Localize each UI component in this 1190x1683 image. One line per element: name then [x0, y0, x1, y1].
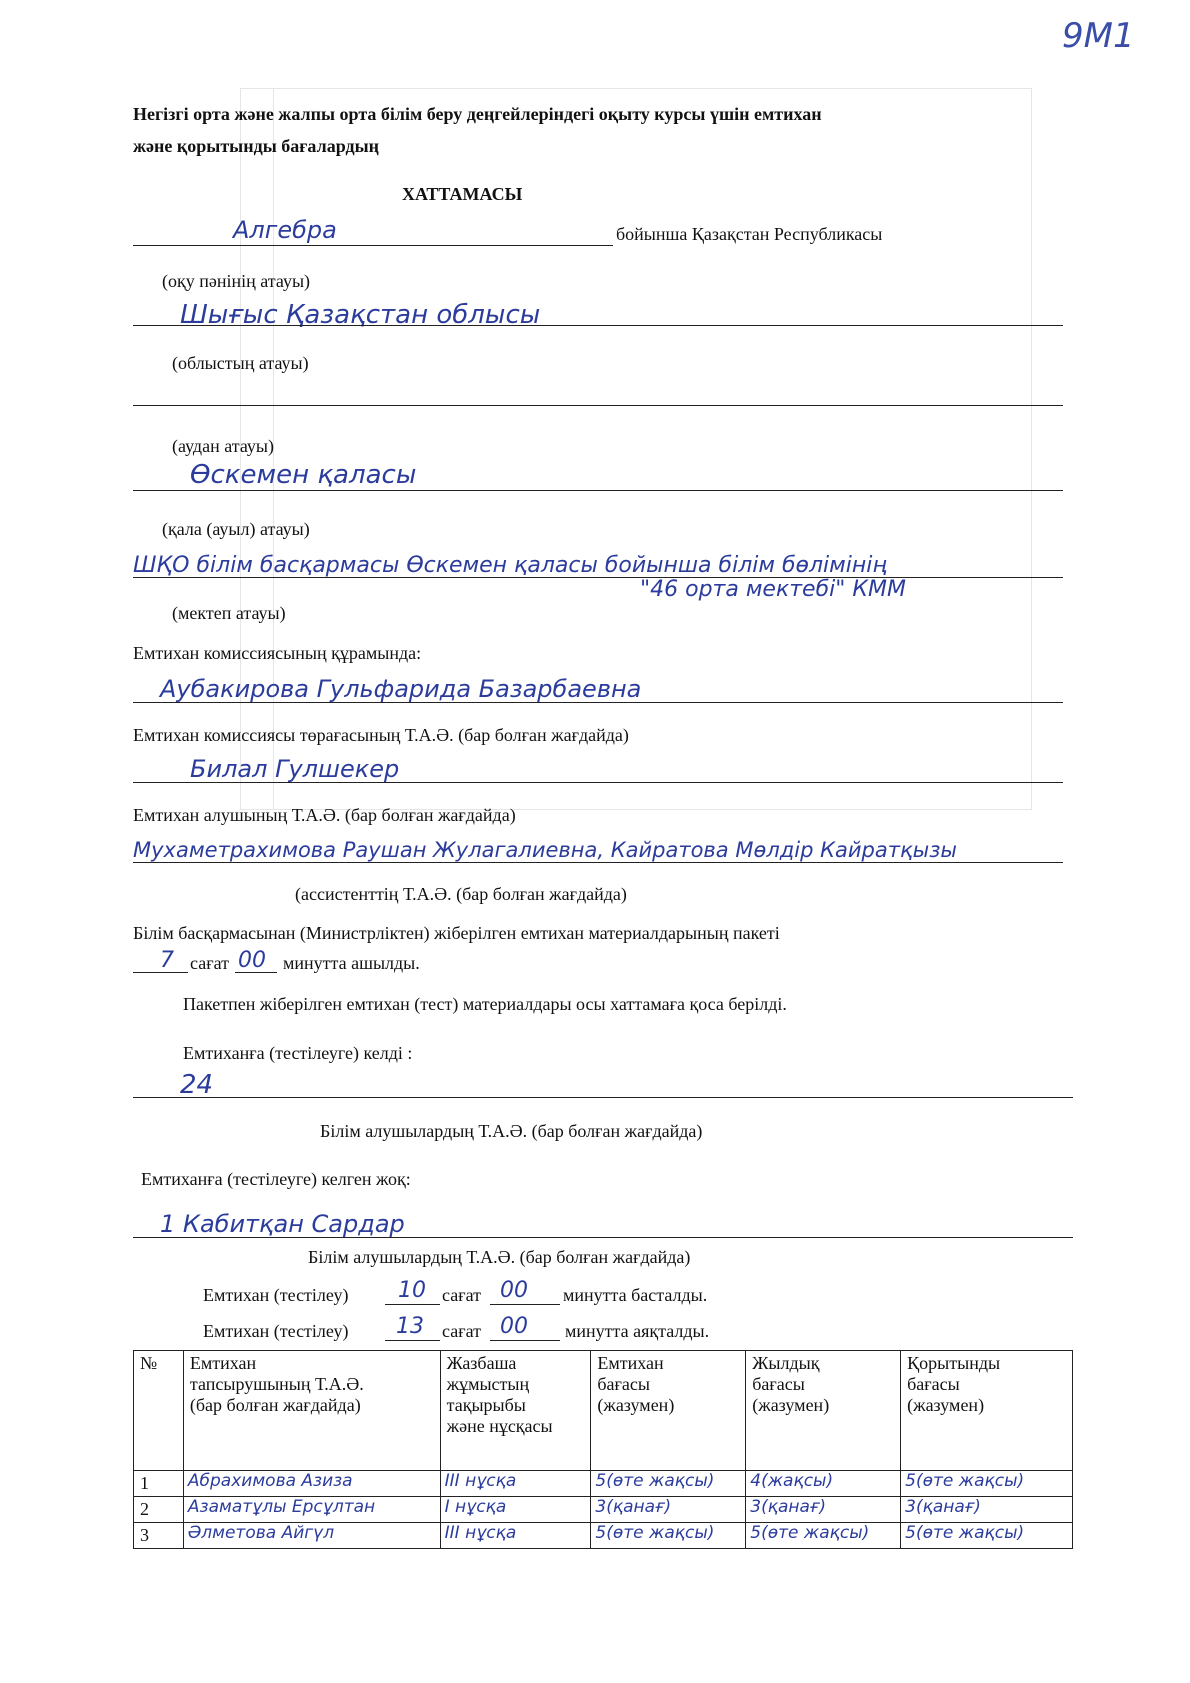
package-minute-line [235, 972, 277, 973]
district-label: (аудан атауы) [172, 436, 274, 456]
subject-label: (оқу пәнінің атауы) [162, 271, 311, 291]
package-attached-text: Пакетпен жіберілген емтихан (тест) материалдары осы хаттамаға қоса берілді. [183, 994, 787, 1014]
absent-line [133, 1237, 1073, 1238]
table-row [134, 1471, 1073, 1497]
chair-label: Емтихан комиссиясы төрағасының Т.А.Ә. (бар болған жағдайда) [133, 725, 629, 745]
end-minute-line [490, 1340, 560, 1341]
table-header-row [134, 1351, 1073, 1471]
annual-grade: 5(өте жақсы) [746, 1523, 901, 1549]
exam-grade: 3(қанағ) [591, 1497, 746, 1523]
title-line-1: Негізгі орта және жалпы орта білім беру деңгейлеріндегі оқыту курсы үшін емтихан [133, 104, 822, 124]
start-hour-label: сағат [442, 1285, 481, 1305]
package-hour-label: сағат [190, 953, 229, 973]
chair-line [133, 782, 1063, 783]
package-minute: 00 [238, 948, 266, 973]
commission-label: Емтихан комиссиясының құрамында: [133, 643, 422, 663]
commission-value: Аубакирова Гульфарида Базарбаевна [160, 675, 642, 703]
district-line [133, 405, 1063, 406]
results-table [133, 1350, 1073, 1549]
header-number: № [134, 1351, 184, 1471]
end-hour-line [385, 1340, 440, 1341]
present-label: Емтиханға (тестілеуге) келді : [183, 1043, 413, 1063]
absent-caption: Білім алушылардың Т.А.Ә. (бар болған жағдайда) [308, 1247, 691, 1267]
start-minute: 00 [500, 1278, 528, 1303]
start-minute-line [490, 1304, 560, 1305]
document-title: ХАТТАМАСЫ [402, 184, 523, 204]
examiner-label: Емтихан алушының Т.А.Ә. (бар болған жағдайда) [133, 805, 516, 825]
city-line [133, 490, 1063, 491]
package-text: Білім басқармасынан (Министрліктен) жіберілген емтихан материалдарының пакеті [133, 923, 780, 943]
region-value: Шығыс Қазақстан облысы [180, 300, 541, 330]
absent-label: Емтиханға (тестілеуге) келген жоқ: [141, 1169, 411, 1189]
header-annual-grade: Жылдық бағасы (жазумен) [746, 1351, 901, 1471]
subject-line [133, 245, 613, 246]
city-value: Өскемен қаласы [190, 460, 417, 490]
header-student: Емтихан тапсырушының Т.А.Ә. (бар болған жағдайда) [183, 1351, 440, 1471]
start-hour: 10 [398, 1278, 426, 1303]
annual-grade: 4(жақсы) [746, 1471, 901, 1497]
end-minute: 00 [500, 1314, 528, 1339]
school-value-line-1: ШҚО білім басқармасы Өскемен қаласы бойынша білім бөлімінің [133, 553, 887, 578]
topic-variant: III нұсқа [440, 1471, 591, 1497]
package-minute-label: минутта ашылды. [283, 953, 420, 973]
assistant-label: (ассистенттің Т.А.Ә. (бар болған жағдайда) [295, 884, 627, 904]
final-grade: 5(өте жақсы) [901, 1471, 1073, 1497]
student-name: Азаматұлы Ерсұлтан [183, 1497, 440, 1523]
student-name: Абрахимова Азиза [183, 1471, 440, 1497]
absent-value: 1 Кабитқан Сардар [160, 1210, 405, 1238]
school-line [133, 577, 1063, 578]
end-hour-label: сағат [442, 1321, 481, 1341]
annual-grade: 3(қанағ) [746, 1497, 901, 1523]
region-line [133, 325, 1063, 326]
start-prefix: Емтихан (тестілеу) [203, 1285, 349, 1305]
end-prefix: Емтихан (тестілеу) [203, 1321, 349, 1341]
end-hour: 13 [396, 1314, 424, 1339]
present-line [133, 1097, 1073, 1098]
header-final-grade: Қорытынды бағасы (жазумен) [901, 1351, 1073, 1471]
city-label: (қала (ауыл) атауы) [162, 519, 310, 539]
examiner-line [133, 862, 1063, 863]
school-value-line-2: "46 орта мектебі" КММ [640, 577, 906, 602]
start-hour-line [385, 1304, 440, 1305]
end-suffix: минутта аяқталды. [565, 1321, 710, 1341]
examiner-value: Мухаметрахимова Раушан Жулагалиевна, Кайратова Мөлдір Кайратқызы [133, 838, 957, 862]
row-number: 2 [134, 1497, 184, 1523]
package-hour-line [133, 972, 188, 973]
page-number: 9M1 [1062, 16, 1135, 56]
row-number: 3 [134, 1523, 184, 1549]
topic-variant: I нұсқа [440, 1497, 591, 1523]
header-exam-grade: Емтихан бағасы (жазумен) [591, 1351, 746, 1471]
table-row [134, 1523, 1073, 1549]
table-row [134, 1497, 1073, 1523]
exam-grade: 5(өте жақсы) [591, 1523, 746, 1549]
student-name: Әлметова Айгүл [183, 1523, 440, 1549]
present-caption: Білім алушылардың Т.А.Ә. (бар болған жағдайда) [320, 1121, 703, 1141]
commission-line [133, 702, 1063, 703]
start-suffix: минутта басталды. [563, 1285, 708, 1305]
package-hour: 7 [160, 948, 174, 973]
subject-suffix: бойынша Қазақстан Республикасы [616, 224, 883, 244]
region-label: (облыстың атауы) [172, 353, 309, 373]
header-topic: Жазбаша жұмыстың тақырыбы және нұсқасы [440, 1351, 591, 1471]
final-grade: 5(өте жақсы) [901, 1523, 1073, 1549]
school-label: (мектеп атауы) [172, 603, 286, 623]
subject-value: Алгебра [233, 216, 337, 244]
present-count: 24 [180, 1070, 214, 1100]
final-grade: 3(қанағ) [901, 1497, 1073, 1523]
exam-grade: 5(өте жақсы) [591, 1471, 746, 1497]
topic-variant: III нұсқа [440, 1523, 591, 1549]
chair-value: Билал Гулшекер [190, 755, 400, 783]
title-line-2: және қорытынды бағалардың [133, 136, 379, 156]
row-number: 1 [134, 1471, 184, 1497]
